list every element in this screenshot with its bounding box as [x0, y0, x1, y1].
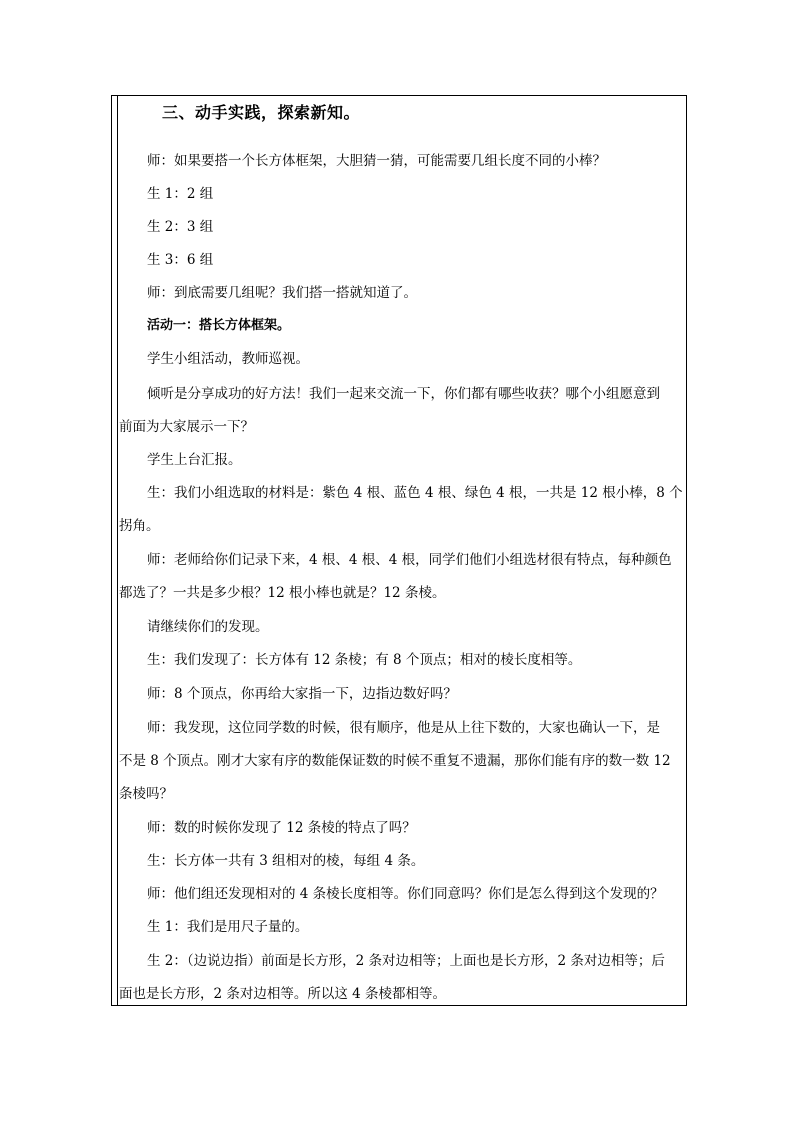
paragraph-line: 师：如果要搭一个长方体框架，大胆猜一猜，可能需要几组长度不同的小棒？	[147, 153, 606, 169]
paragraph-line: 倾听是分享成功的好方法！我们一起来交流一下，你们都有哪些收获？哪个小组愿意到	[147, 386, 660, 402]
paragraph-line: 生 3：6 组	[147, 252, 214, 268]
paragraph-line: 生 1：2 组	[147, 186, 214, 202]
paragraph-line: 生：长方体一共有 3 组相对的棱，每组 4 条。	[147, 853, 425, 869]
section-heading: 三、动手实践，探索新知。	[162, 103, 361, 122]
paragraph-line: 生 1：我们是用尺子量的。	[147, 919, 309, 935]
paragraph-line: 不是 8 个顶点。刚才大家有序的数能保证数的时候不重复不遗漏，那你们能有序的数一数 12	[119, 753, 671, 769]
activity-title: 活动一：搭长方体框架。	[147, 318, 291, 333]
paragraph-line: 面也是长方形，2 条对边相等。所以这 4 条棱都相等。	[119, 986, 447, 1002]
paragraph-line: 师：到底需要几组呢？我们搭一搭就知道了。	[147, 285, 417, 301]
table-left-rule	[117, 95, 118, 1006]
paragraph-line: 都选了？一共是多少根？12 根小棒也就是？12 条棱。	[119, 585, 446, 601]
paragraph-line: 请继续你们的发现。	[147, 619, 269, 635]
paragraph-line: 生：我们小组选取的材料是：紫色 4 根、蓝色 4 根、绿色 4 根，一共是 12 根小棒，8 个	[147, 485, 683, 501]
paragraph-line: 师：8 个顶点，你再给大家指一下，边指边数好吗？	[147, 686, 457, 702]
paragraph-line: 学生小组活动，教师巡视。	[147, 351, 309, 367]
paragraph-line: 生 2：（边说边指）前面是长方形，2 条对边相等；上面也是长方形，2 条对边相等；后	[147, 953, 665, 969]
paragraph-line: 师：我发现，这位同学数的时候，很有顺序，他是从上往下数的，大家也确认一下，是	[147, 720, 660, 736]
paragraph-line: 师：他们组还发现相对的 4 条棱长度相等。你们同意吗？你们是怎么得到这个发现的？	[147, 886, 664, 902]
paragraph-line: 师：老师给你们记录下来，4 根、4 根、4 根，同学们他们小组选材很有特点，每种颜色	[147, 552, 672, 568]
paragraph-line: 师：数的时候你发现了 12 条棱的特点了吗？	[147, 820, 416, 836]
paragraph-line: 拐角。	[119, 518, 160, 534]
paragraph-line: 学生上台汇报。	[147, 452, 242, 468]
paragraph-line: 生 2：3 组	[147, 219, 214, 235]
paragraph-line: 条棱吗？	[119, 786, 173, 802]
paragraph-line: 生：我们发现了：长方体有 12 条棱；有 8 个顶点；相对的棱长度相等。	[147, 652, 582, 668]
paragraph-line: 前面为大家展示一下？	[119, 419, 254, 435]
